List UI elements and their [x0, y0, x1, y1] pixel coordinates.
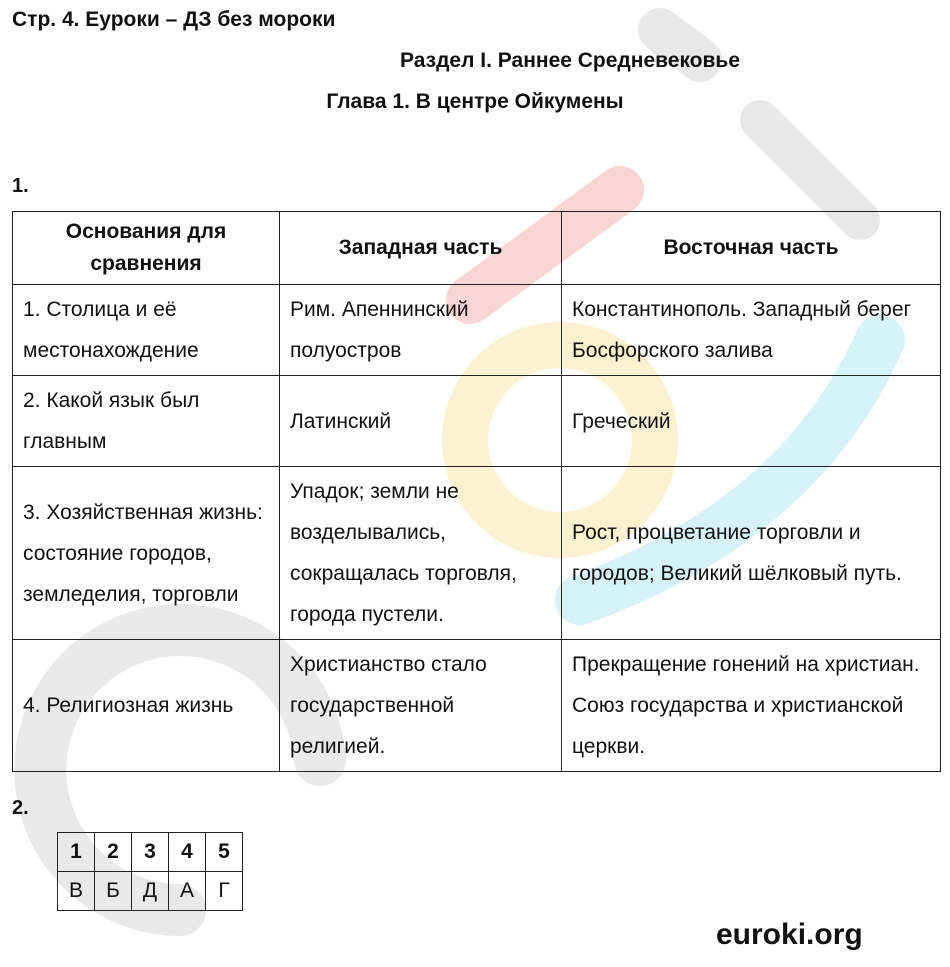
answers-table [57, 832, 243, 911]
section-title: Раздел I. Раннее Средневековье [400, 49, 740, 72]
column-header-west: Западная часть [280, 212, 562, 285]
cell-west: Латинский [280, 376, 562, 467]
page-header: Стр. 4. Еуроки – ДЗ без мороки [12, 8, 336, 31]
answer-number: 1 [58, 833, 95, 872]
table-header-row [13, 212, 941, 285]
answers-letter-row [58, 872, 243, 911]
comparison-table [12, 211, 941, 772]
answer-letter: Г [206, 872, 243, 911]
cell-basis: 4. Религиозная жизнь [13, 640, 280, 772]
answer-number: 3 [132, 833, 169, 872]
cell-basis: 3. Хозяйственная жизнь: состояние городов, земледелия, торговли [13, 467, 280, 640]
table-row [13, 640, 941, 772]
cell-basis: 1. Столица и её местонахождение [13, 285, 280, 376]
table-row [13, 467, 941, 640]
answer-number: 5 [206, 833, 243, 872]
task1-number: 1. [12, 175, 29, 197]
answer-letter: Б [95, 872, 132, 911]
cell-east: Прекращение гонений на христиан. Союз государства и христианской церкви. [562, 640, 941, 772]
cell-west: Упадок; земли не возделывались, сокращалась торговля, города пустели. [280, 467, 562, 640]
answer-letter: А [169, 872, 206, 911]
answer-letter: Д [132, 872, 169, 911]
answers-number-row [58, 833, 243, 872]
cell-basis: 2. Какой язык был главным [13, 376, 280, 467]
site-link[interactable]: euroki.org [716, 918, 863, 951]
cell-east: Константинополь. Западный берег Босфорского залива [562, 285, 941, 376]
chapter-title: Глава 1. В центре Ойкумены [326, 90, 624, 113]
cell-east: Рост, процветание торговли и городов; Великий шёлковый путь. [562, 467, 941, 640]
table-row [13, 285, 941, 376]
task2-number: 2. [12, 797, 29, 819]
cell-east: Греческий [562, 376, 941, 467]
column-header-basis: Основания для сравнения [13, 212, 280, 285]
column-header-east: Восточная часть [562, 212, 941, 285]
answer-number: 2 [95, 833, 132, 872]
cell-west: Рим. Апеннинский полуостров [280, 285, 562, 376]
cell-west: Христианство стало государственной религией. [280, 640, 562, 772]
answer-number: 4 [169, 833, 206, 872]
table-row [13, 376, 941, 467]
answer-letter: В [58, 872, 95, 911]
